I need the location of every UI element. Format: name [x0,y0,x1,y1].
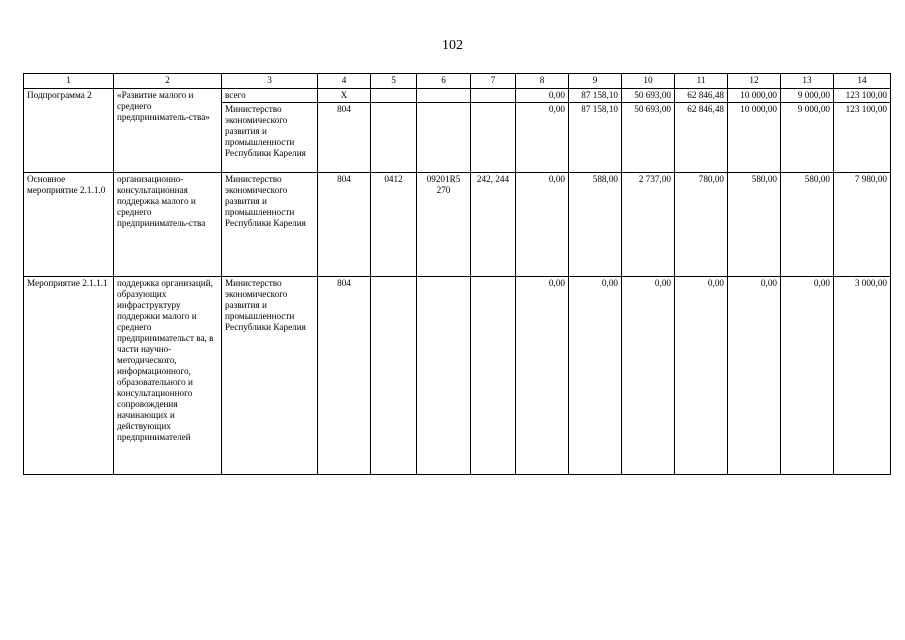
amount-cell: 9 000,00 [781,103,834,173]
rzpr-cell: 0412 [371,173,417,277]
grbs-cell: 804 [318,173,371,277]
amount-cell: 0,00 [516,89,569,103]
header-cell: 1 [24,74,114,89]
amount-cell: 0,00 [516,173,569,277]
csr-cell [417,277,471,475]
amount-cell: 0,00 [516,103,569,173]
program-name-cell: «Развитие малого и среднего предприниматель-ства» [114,89,222,173]
header-cell: 2 [114,74,222,89]
activity-code-cell: Основное мероприятие 2.1.1.0 [24,173,114,277]
amount-cell: 87 158,10 [569,103,622,173]
header-cell: 14 [834,74,891,89]
header-cell: 5 [371,74,417,89]
csr-cell [417,89,471,103]
header-cell: 4 [318,74,371,89]
header-cell: 13 [781,74,834,89]
activity-name-cell: поддержка организаций, образующих инфраструктуру поддержки малого и среднего предпринимательст ва, в части научно-методического, информационного, образовательного и консультационного сопровождения начинающих и действующих предпринимателей [114,277,222,475]
vr-cell: 242, 244 [471,173,516,277]
amount-cell: 0,00 [516,277,569,475]
amount-cell: 0,00 [569,277,622,475]
amount-cell: 580,00 [728,173,781,277]
amount-cell: 62 846,48 [675,89,728,103]
activity-code-cell: Мероприятие 2.1.1.1 [24,277,114,475]
executor-cell: Министерство экономического развития и промышленности Республики Карелия [222,173,318,277]
amount-cell: 0,00 [728,277,781,475]
header-cell: 6 [417,74,471,89]
amount-cell: 3 000,00 [834,277,891,475]
amount-cell: 2 737,00 [622,173,675,277]
header-cell: 8 [516,74,569,89]
header-cell: 10 [622,74,675,89]
executor-cell: всего [222,89,318,103]
grbs-cell: 804 [318,277,371,475]
header-cell: 9 [569,74,622,89]
csr-cell [417,103,471,173]
amount-cell: 87 158,10 [569,89,622,103]
executor-cell: Министерство экономического развития и промышленности Республики Карелия [222,277,318,475]
amount-cell: 10 000,00 [728,103,781,173]
rzpr-cell [371,277,417,475]
program-code-cell: Подпрограмма 2 [24,89,114,173]
page-number: 102 [442,38,463,53]
header-cell: 12 [728,74,781,89]
vr-cell [471,89,516,103]
table-row [24,277,891,475]
header-row [24,74,891,89]
amount-cell: 123 100,00 [834,103,891,173]
budget-table [23,73,891,475]
amount-cell: 9 000,00 [781,89,834,103]
header-cell: 3 [222,74,318,89]
amount-cell: 7 980,00 [834,173,891,277]
header-cell: 7 [471,74,516,89]
activity-name-cell: организационно-консультационная поддержка малого и среднего предприниматель-ства [114,173,222,277]
csr-cell: 09201R5 270 [417,173,471,277]
rzpr-cell [371,89,417,103]
amount-cell: 10 000,00 [728,89,781,103]
amount-cell: 0,00 [675,277,728,475]
grbs-cell: Х [318,89,371,103]
amount-cell: 50 693,00 [622,89,675,103]
executor-cell: Министерство экономического развития и промышленности Республики Карелия [222,103,318,173]
rzpr-cell [371,103,417,173]
amount-cell: 780,00 [675,173,728,277]
vr-cell [471,277,516,475]
grbs-cell: 804 [318,103,371,173]
vr-cell [471,103,516,173]
amount-cell: 588,00 [569,173,622,277]
amount-cell: 50 693,00 [622,103,675,173]
table-row [24,89,891,103]
amount-cell: 0,00 [781,277,834,475]
amount-cell: 0,00 [622,277,675,475]
amount-cell: 580,00 [781,173,834,277]
header-cell: 11 [675,74,728,89]
table-row [24,173,891,277]
amount-cell: 62 846,48 [675,103,728,173]
amount-cell: 123 100,00 [834,89,891,103]
